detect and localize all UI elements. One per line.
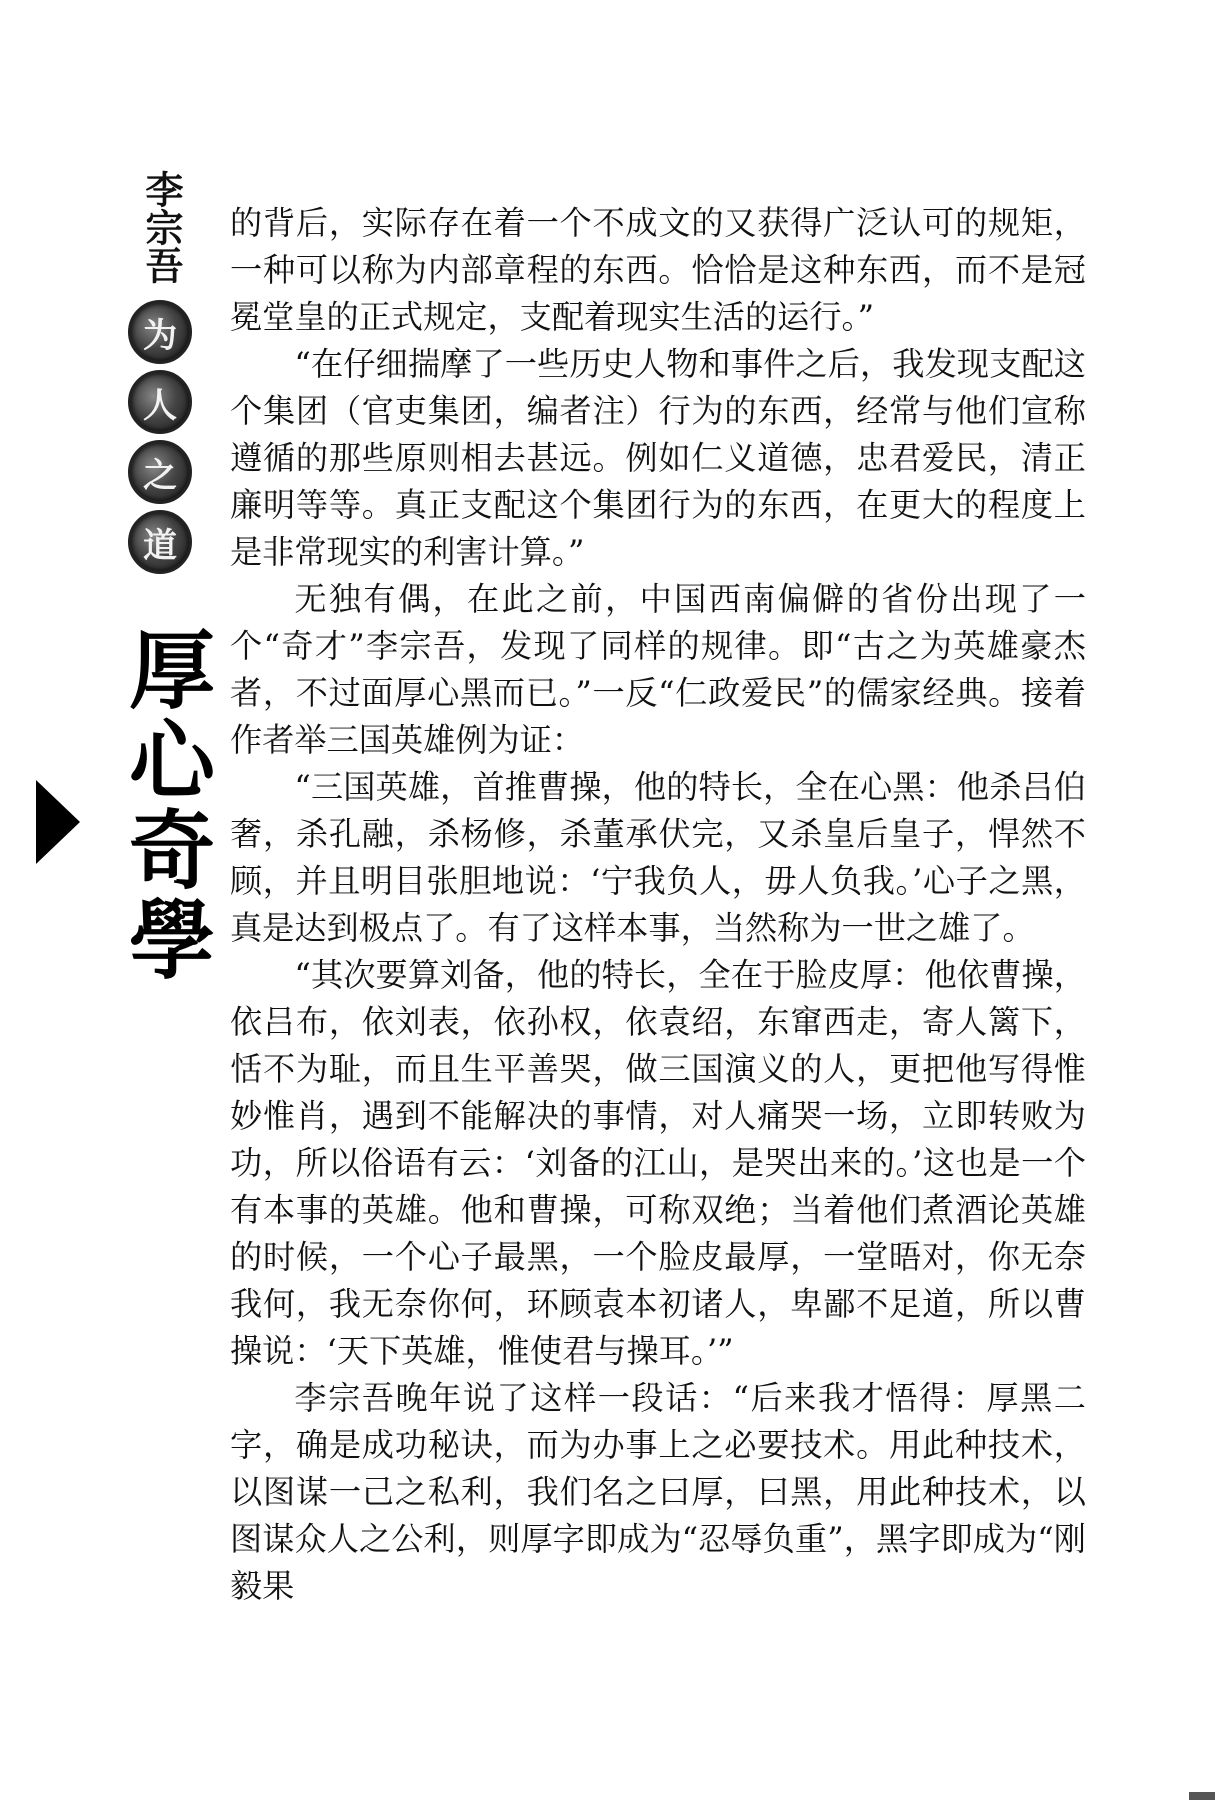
paragraph: 李宗吾晚年说了这样一段话：“后来我才悟得：厚黑二字，确是成功秘诀，而为办事上之必要技术。用此种技术，以图谋一己之私利，我们名之曰厚，曰黑，用此种技术，以图谋众人之公利，则厚字即成为“忍辱负重”，黑字即成为“刚毅果 bbox=[230, 1379, 1086, 1605]
seal-icon: 为 bbox=[128, 300, 192, 364]
paragraph: 无独有偶，在此之前，中国西南偏僻的省份出现了一个“奇才”李宗吾，发现了同样的规律。即“古之为英雄豪杰者，不过面厚心黑而已。”一反“仁政爱民”的儒家经典。接着作者举三国英雄例为证： bbox=[230, 580, 1086, 759]
paragraph: “在仔细揣摩了一些历史人物和事件之后，我发现支配这个集团（官吏集团，编者注）行为的东西，经常与他们宣称遵循的那些原则相去甚远。例如仁义道德，忠君爱民，清正廉明等等。真正支配这个集团行为的东西，在更大的程度上是非常现实的利害计算。” bbox=[230, 345, 1086, 571]
seal-icon: 人 bbox=[128, 370, 192, 434]
paragraph: “三国英雄，首推曹操，他的特长，全在心黑：他杀吕伯奢，杀孔融，杀杨修，杀董承伏完，又杀皇后皇子，悍然不顾，并且明目张胆地说：‘宁我负人，毋人负我。’心子之黑，真是达到极点了。有了这样本事，当然称为一世之雄了。 bbox=[230, 768, 1086, 947]
seal-stamps bbox=[124, 300, 194, 580]
scan-corner-mark bbox=[1189, 1792, 1215, 1800]
paragraph: “其次要算刘备，他的特长，全在于脸皮厚：他依曹操，依吕布，依刘表，依孙权，依袁绍，东窜西走，寄人篱下，恬不为耻，而且生平善哭，做三国演义的人，更把他写得惟妙惟肖，遇到不能解决的事情，对人痛哭一场，立即转败为功，所以俗语有云：‘刘备的江山，是哭出来的。’这也是一个有本事的英雄。他和曹操，可称双绝；当着他们煮酒论英雄的时候，一个心子最黑，一个脸皮最厚，一堂晤对，你无奈我何，我无奈你何，环顾袁本初诸人，卑鄙不足道，所以曹操说：‘天下英雄，惟使君与操耳。’” bbox=[230, 956, 1086, 1370]
triangle-marker-icon bbox=[36, 780, 80, 864]
body-text bbox=[230, 200, 1086, 1610]
seal-icon: 之 bbox=[128, 440, 192, 504]
seal-icon: 道 bbox=[128, 510, 192, 574]
margin-column bbox=[0, 0, 215, 1800]
author-name: 李宗吾 bbox=[139, 170, 184, 284]
book-title: 厚心奇學 bbox=[114, 625, 215, 985]
paragraph: 的背后，实际存在着一个不成文的又获得广泛认可的规矩，一种可以称为内部章程的东西。恰恰是这种东西，而不是冠冕堂皇的正式规定，支配着现实生活的运行。” bbox=[230, 204, 1086, 336]
